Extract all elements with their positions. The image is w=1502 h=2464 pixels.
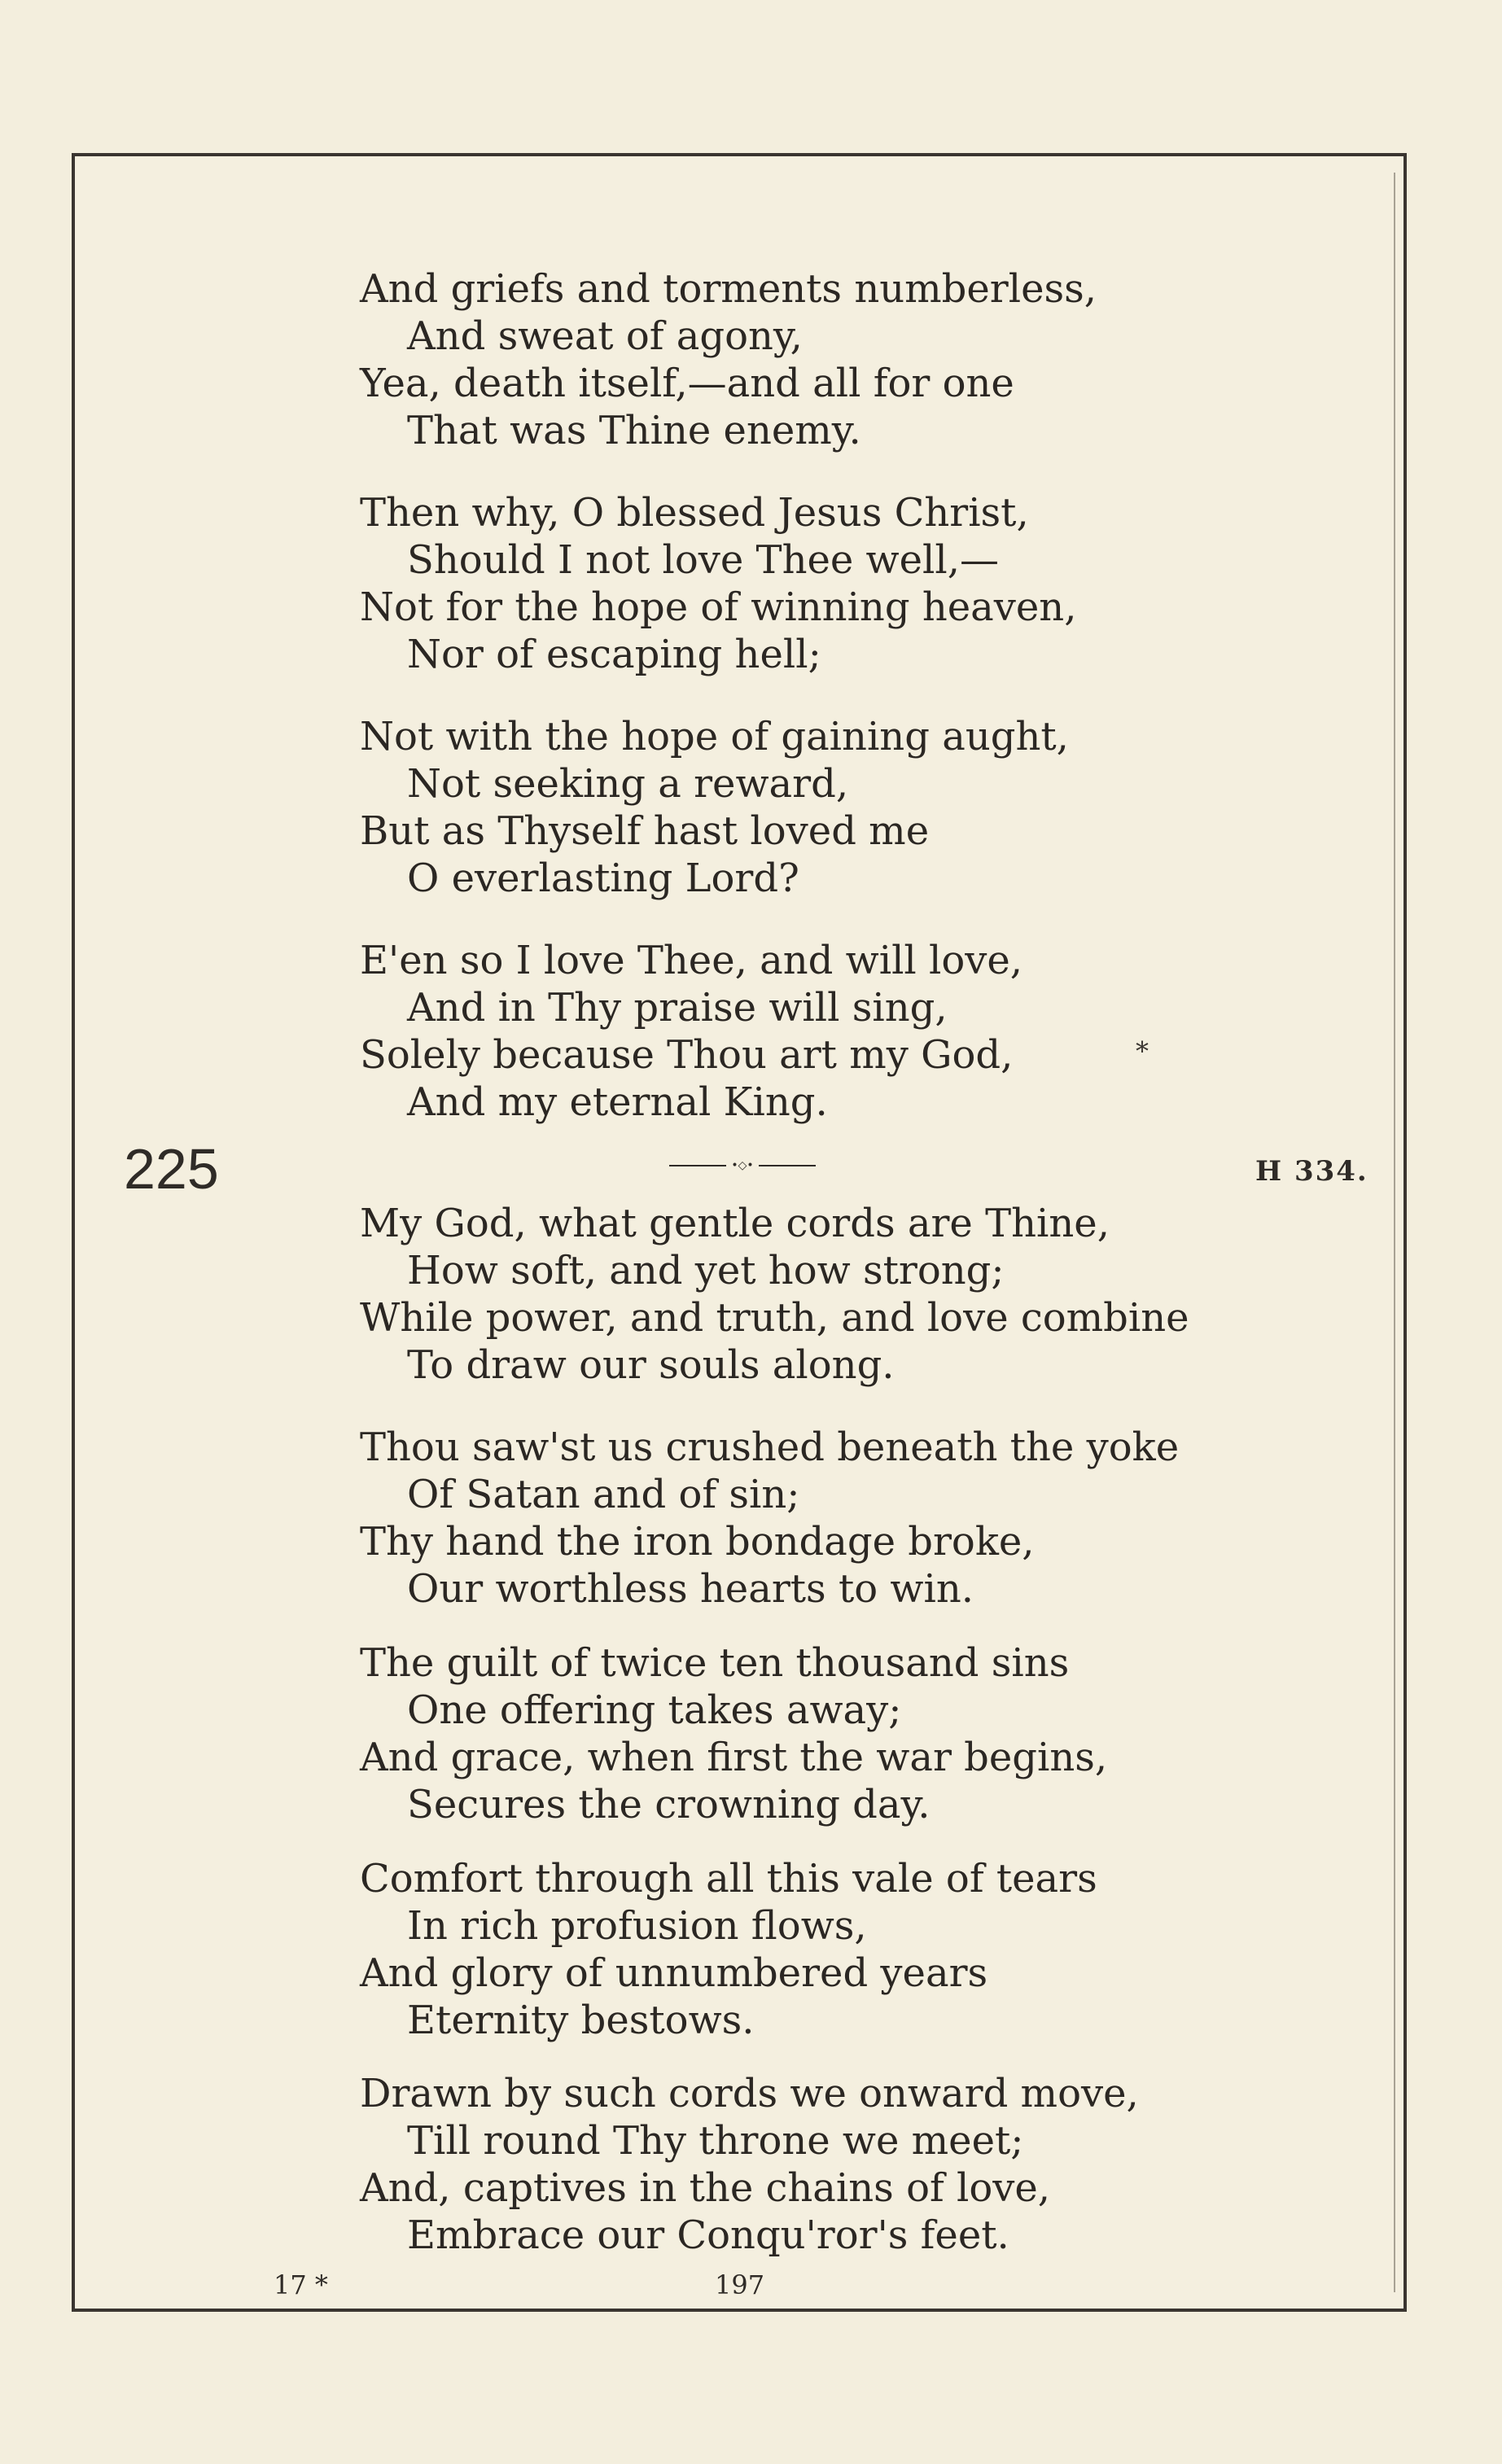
hymn-number: 225 (124, 1137, 219, 1201)
verse-line: Secures the crowning day. (407, 1782, 931, 1827)
stanza (360, 937, 1369, 1126)
divider-rule-right (759, 1165, 816, 1166)
verse-line: That was Thine enemy. (407, 408, 861, 453)
verse-line: Nor of escaping hell; (407, 632, 821, 677)
verse-line: Not with the hope of gaining aught, (360, 714, 1069, 759)
verse-line: Then why, O blessed Jesus Christ, (360, 490, 1029, 536)
stanza (360, 2070, 1369, 2259)
verse-line: Not seeking a reward, (407, 761, 849, 807)
stanza (360, 1639, 1369, 1828)
verse-line: Should I not love Thee well,— (407, 537, 1000, 583)
verse-line: Of Satan and of sin; (407, 1472, 800, 1517)
signature-mark: 17 * (274, 2269, 328, 2300)
stanza (360, 1200, 1369, 1389)
verse-line: Comfort through all this vale of tears (360, 1856, 1097, 1902)
diamond-ornament-icon: •◇• (731, 1159, 754, 1172)
verse-line: The guilt of twice ten thousand sins (360, 1640, 1070, 1686)
page-number: 197 (715, 2269, 765, 2300)
verse-line: Our worthless hearts to win. (407, 1566, 974, 1612)
verse-line: Eternity bestows. (407, 1998, 755, 2043)
ornament-divider (669, 1159, 816, 1172)
verse-line: One offering takes away; (407, 1687, 902, 1733)
verse-line: But as Thyself hast loved me (360, 808, 930, 854)
verse-line: My God, what gentle cords are Thine, (360, 1201, 1110, 1246)
verse-line: And glory of unnumbered years (360, 1950, 988, 1996)
hymn-reference: H 334. (1255, 1155, 1368, 1188)
divider-rule-left (669, 1165, 726, 1166)
stanza (360, 489, 1369, 678)
verse-line: Till round Thy throne we meet; (407, 2118, 1024, 2164)
verse-line: Solely because Thou art my God, (360, 1032, 1014, 1078)
stanza (360, 1855, 1369, 2044)
stanza (360, 713, 1369, 902)
verse-line: How soft, and yet how strong; (407, 1248, 1005, 1293)
stanza (360, 265, 1369, 454)
stanza (360, 1424, 1369, 1613)
verse-line: And in Thy praise will sing, (407, 985, 948, 1031)
frame-edge-line (1394, 173, 1395, 2292)
verse-line: Not for the hope of winning heaven, (360, 584, 1077, 630)
verse-line: In rich profusion flows, (407, 1903, 867, 1949)
verse-line: And my eternal King. (407, 1079, 828, 1125)
verse-line: While power, and truth, and love combine (360, 1295, 1189, 1341)
verse-line: And, captives in the chains of love, (360, 2165, 1051, 2211)
verse-line: Embrace our Conqu'ror's feet. (407, 2212, 1009, 2258)
verse-line: O everlasting Lord? (407, 856, 799, 901)
verse-line: To draw our souls along. (407, 1342, 895, 1388)
verse-line: Thy hand the iron bondage broke, (360, 1519, 1035, 1565)
verse-line: And sweat of agony, (407, 313, 803, 359)
verse-line: And grace, when first the war begins, (360, 1735, 1108, 1780)
margin-mark-icon: ⁎ (1136, 1027, 1149, 1058)
verse-line: And griefs and torments numberless, (360, 266, 1097, 312)
verse-line: Drawn by such cords we onward move, (360, 2071, 1139, 2116)
verse-line: Thou saw'st us crushed beneath the yoke (360, 1425, 1180, 1470)
verse-line: E'en so I love Thee, and will love, (360, 938, 1023, 983)
verse-line: Yea, death itself,—and all for one (360, 361, 1014, 406)
